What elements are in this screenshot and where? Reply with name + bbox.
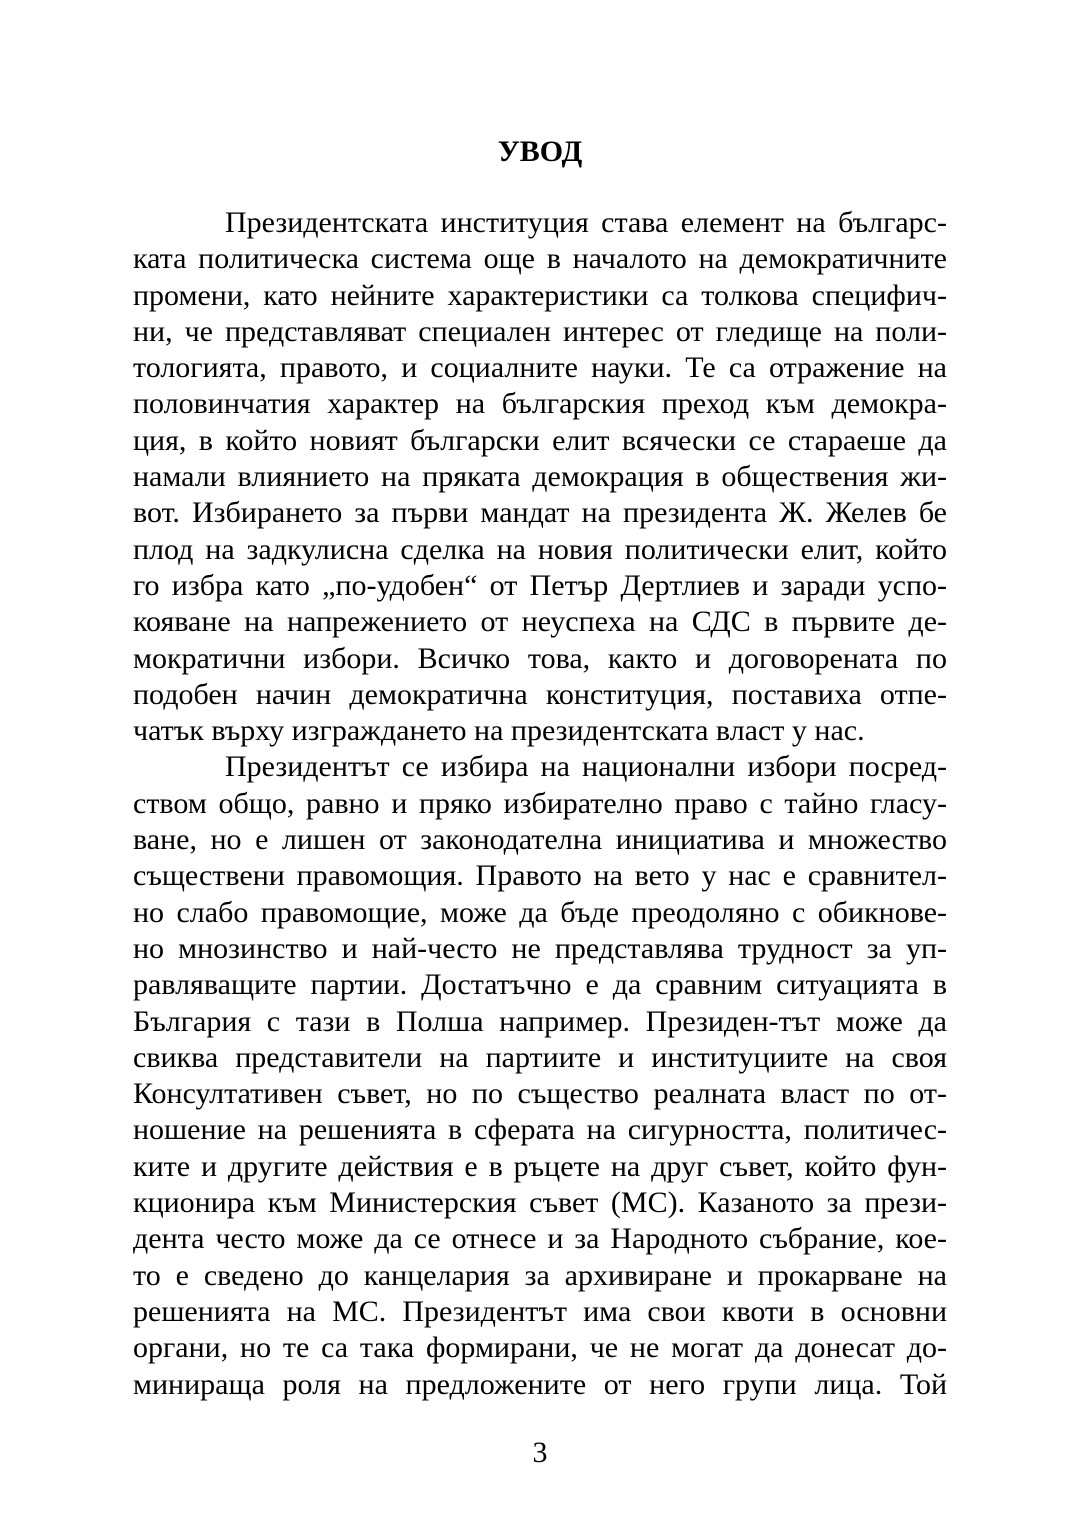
text-line: мократични избори. Всичко това, както и договорената по <box>133 641 947 675</box>
text-line: го избра като „по-удобен“ от Петър Дертлиев и заради успо- <box>133 568 947 602</box>
text-line: ношение на решенията в сферата на сигурността, политичес- <box>133 1113 947 1147</box>
text-line: кционира към Министерския съвет (МС). Казаното за прези- <box>133 1186 947 1220</box>
text-line: ством общо, равно и пряко избирателно право с тайно гласу- <box>133 786 947 820</box>
text-line: ката политическа система още в началото на демократичните <box>133 242 947 276</box>
text-line: ване, но е лишен от законодателна инициатива и множество <box>133 823 947 857</box>
paragraph-1 <box>133 205 947 749</box>
text-line: плод на задкулисна сделка на новия политически елит, който <box>133 532 947 566</box>
body-text <box>133 205 947 1403</box>
text-line: Президентската институция става елемент на българс- <box>225 206 947 239</box>
paragraph-2 <box>133 749 947 1402</box>
text-line: ките и другите действия е в ръцете на друг съвет, който фун- <box>133 1149 947 1183</box>
text-line: вот. Избирането за първи мандат на президента Ж. Желев бе <box>133 496 947 530</box>
text-line: равляващите партии. Достатъчно е да сравним ситуацията в <box>133 968 947 1002</box>
text-line: кояване на напрежението от неуспеха на СДС в първите де- <box>133 605 947 639</box>
text-line: но слабо правомощие, може да бъде преодоляно с обикнове- <box>133 895 947 929</box>
text-line: ция, в който новият български елит всячески се стараеше да <box>133 423 947 457</box>
text-line: органи, но те са така формирани, че не могат да донесат до- <box>133 1331 947 1365</box>
text-line: промени, като нейните характеристики са толкова специфич- <box>133 278 947 312</box>
text-line: тологията, правото, и социалните науки. Те са отражение на <box>133 351 947 385</box>
text-line: минираща роля на предложените от него групи лица. Той <box>133 1367 947 1401</box>
text-line: решенията на МС. Президентът има свои квоти в основни <box>133 1294 947 1328</box>
text-line: чатък върху изграждането на президентската власт у нас. <box>133 714 865 748</box>
text-line: но мнозинство и най-често не представлява трудност за уп- <box>133 931 947 965</box>
text-line: половинчатия характер на българския преход към демокра- <box>133 387 947 421</box>
chapter-heading: УВОД <box>497 135 583 168</box>
page-number: 3 <box>532 1436 548 1469</box>
text-line: намали влиянието на пряката демокрация в обществения жи- <box>133 460 947 494</box>
text-line: България с тази в Полша например. Президен-тът може да <box>133 1004 947 1038</box>
text-line: Президентът се избира на национални избори посред- <box>225 750 947 784</box>
text-line: съществени правомощия. Правото на вето у нас е сравнител- <box>133 859 947 893</box>
text-line: Консултативен съвет, но по същество реалната власт по от- <box>133 1077 947 1111</box>
text-line: свиква представители на партиите и институциите на своя <box>133 1040 947 1074</box>
text-line: дента често може да се отнесе и за Народното събрание, кое- <box>133 1222 947 1256</box>
text-line: то е сведено до канцелария за архивиране и прокарване на <box>133 1258 947 1292</box>
text-line: подобен начин демократична конституция, поставиха отпе- <box>133 677 947 711</box>
text-line: ни, че представляват специален интерес от гледище на поли- <box>133 314 947 348</box>
